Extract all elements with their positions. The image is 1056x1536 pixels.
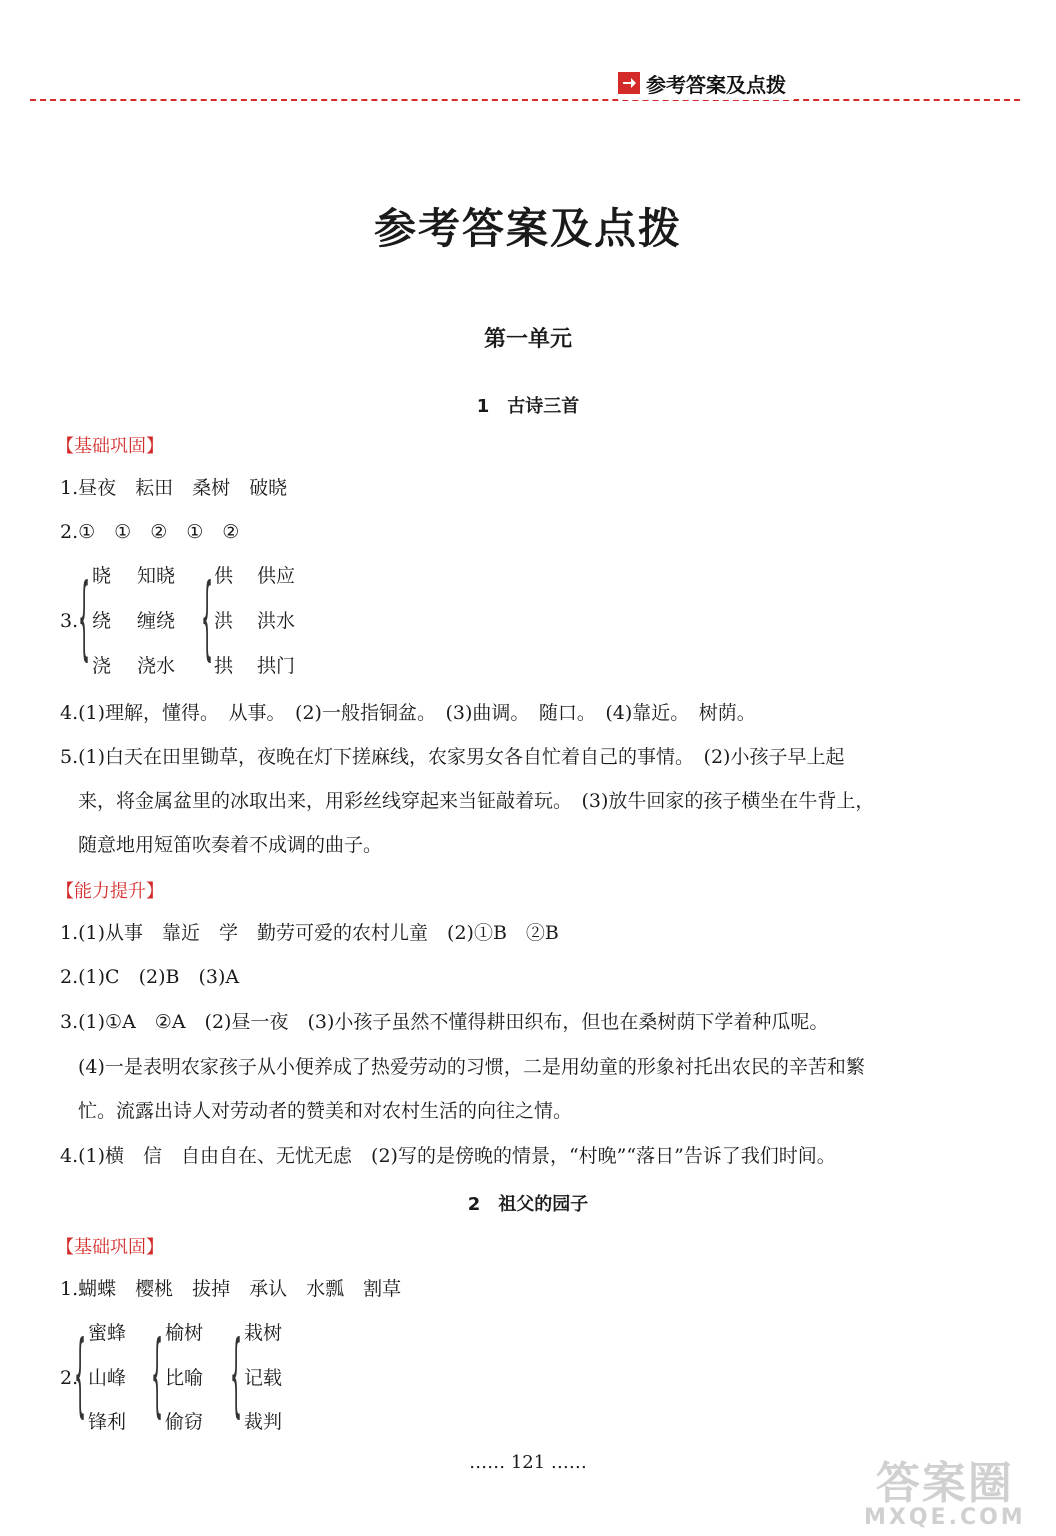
answer-line: 5.(1)白天在田里锄草，夜晚在灯下搓麻线，农家男女各自忙着自己的事情。 (2)小孩子早上起 bbox=[60, 746, 845, 768]
arrow-right-icon bbox=[618, 72, 640, 94]
word-compound: 裁判 bbox=[244, 1411, 283, 1433]
section-tag-basic: 【基础巩固】 bbox=[56, 1237, 164, 1258]
header-section-tag bbox=[618, 66, 794, 100]
section-tag-ability: 【能力提升】 bbox=[56, 881, 164, 902]
section-tag-basic: 【基础巩固】 bbox=[56, 436, 164, 457]
answer-line: 忙。流露出诗人对劳动者的赞美和对农村生活的向往之情。 bbox=[78, 1100, 573, 1122]
answer-line: 来，将金属盆里的冰取出来，用彩丝线穿起来当钲敲着玩。 (3)放牛回家的孩子横坐在牛背上， bbox=[78, 790, 875, 812]
word-char: 洪 bbox=[214, 610, 234, 632]
word-char: 供 bbox=[214, 565, 234, 587]
word-compound: 偷窃 bbox=[165, 1411, 204, 1433]
unit-title: 第一单元 bbox=[483, 327, 572, 352]
brace-left: { bbox=[201, 566, 214, 672]
lesson-number: 1 bbox=[476, 396, 490, 417]
lesson-heading bbox=[0, 392, 1056, 418]
word-compound: 山峰 bbox=[88, 1367, 127, 1389]
answer-line: 2.① ① ② ① ② bbox=[60, 521, 240, 543]
header-divider bbox=[30, 99, 1020, 101]
answer-line: 2.(1)C (2)B (3)A bbox=[60, 966, 240, 988]
word-compound: 榆树 bbox=[165, 1322, 204, 1344]
word-compound: 知晓 bbox=[137, 565, 176, 587]
question-number: 3. bbox=[60, 610, 79, 632]
word-char: 拱 bbox=[214, 655, 234, 677]
word-char: 绕 bbox=[92, 610, 112, 632]
answer-line: 1.蝴蝶 樱桃 拔掉 承认 水瓢 割草 bbox=[60, 1278, 402, 1300]
word-compound: 比喻 bbox=[165, 1367, 204, 1389]
answer-line: 3.(1)①A ②A (2)昼一夜 (3)小孩子虽然不懂得耕田织布，但也在桑树荫下学着种瓜呢。 bbox=[60, 1011, 829, 1033]
lesson-number: 2 bbox=[467, 1194, 481, 1215]
word-char: 晓 bbox=[92, 565, 112, 587]
page-title: 参考答案及点拨 bbox=[373, 204, 682, 253]
lesson-name: 祖父的园子 bbox=[498, 1194, 589, 1215]
watermark-url: MXQE.COM bbox=[864, 1505, 1026, 1530]
word-compound: 锋利 bbox=[88, 1411, 127, 1433]
header-label: 参考答案及点拨 bbox=[646, 72, 786, 97]
question-number: 2. bbox=[60, 1367, 79, 1389]
word-compound: 浇水 bbox=[137, 655, 176, 677]
brace-left: { bbox=[151, 1323, 164, 1429]
word-compound: 缠绕 bbox=[137, 610, 176, 632]
word-compound: 洪水 bbox=[257, 610, 296, 632]
word-compound: 栽树 bbox=[244, 1322, 283, 1344]
word-compound: 拱门 bbox=[257, 655, 296, 677]
answer-line: (4)一是表明农家孩子从小便养成了热爱劳动的习惯，二是用幼童的形象衬托出农民的辛苦和繁 bbox=[78, 1056, 865, 1078]
page-number: …… 121 …… bbox=[469, 1452, 587, 1473]
answer-line: 1.昼夜 耘田 桑树 破晓 bbox=[60, 477, 288, 499]
word-char: 浇 bbox=[92, 655, 112, 677]
word-compound: 蜜蜂 bbox=[88, 1322, 127, 1344]
brace-left: { bbox=[74, 1323, 87, 1429]
answer-line: 4.(1)横 信 自由自在、无忧无虑 (2)写的是傍晚的情景，“村晚”“落日”告诉了我们时间。 bbox=[60, 1145, 836, 1167]
watermark-text: 答案圈 bbox=[875, 1458, 1014, 1509]
lesson-name: 古诗三首 bbox=[507, 396, 580, 417]
brace-left: { bbox=[78, 566, 91, 672]
lesson-heading bbox=[0, 1190, 1056, 1216]
word-compound: 记载 bbox=[244, 1367, 283, 1389]
brace-left: { bbox=[230, 1323, 243, 1429]
answer-line: 4.(1)理解，懂得。 从事。 (2)一般指铜盆。 (3)曲调。 随口。 (4)靠近。 树荫。 bbox=[60, 702, 756, 724]
answer-line: 随意地用短笛吹奏着不成调的曲子。 bbox=[78, 834, 383, 856]
watermark-logo bbox=[864, 1458, 1026, 1530]
word-compound: 供应 bbox=[257, 565, 296, 587]
answer-line: 1.(1)从事 靠近 学 勤劳可爱的农村儿童 (2)①B ②B bbox=[60, 922, 559, 944]
